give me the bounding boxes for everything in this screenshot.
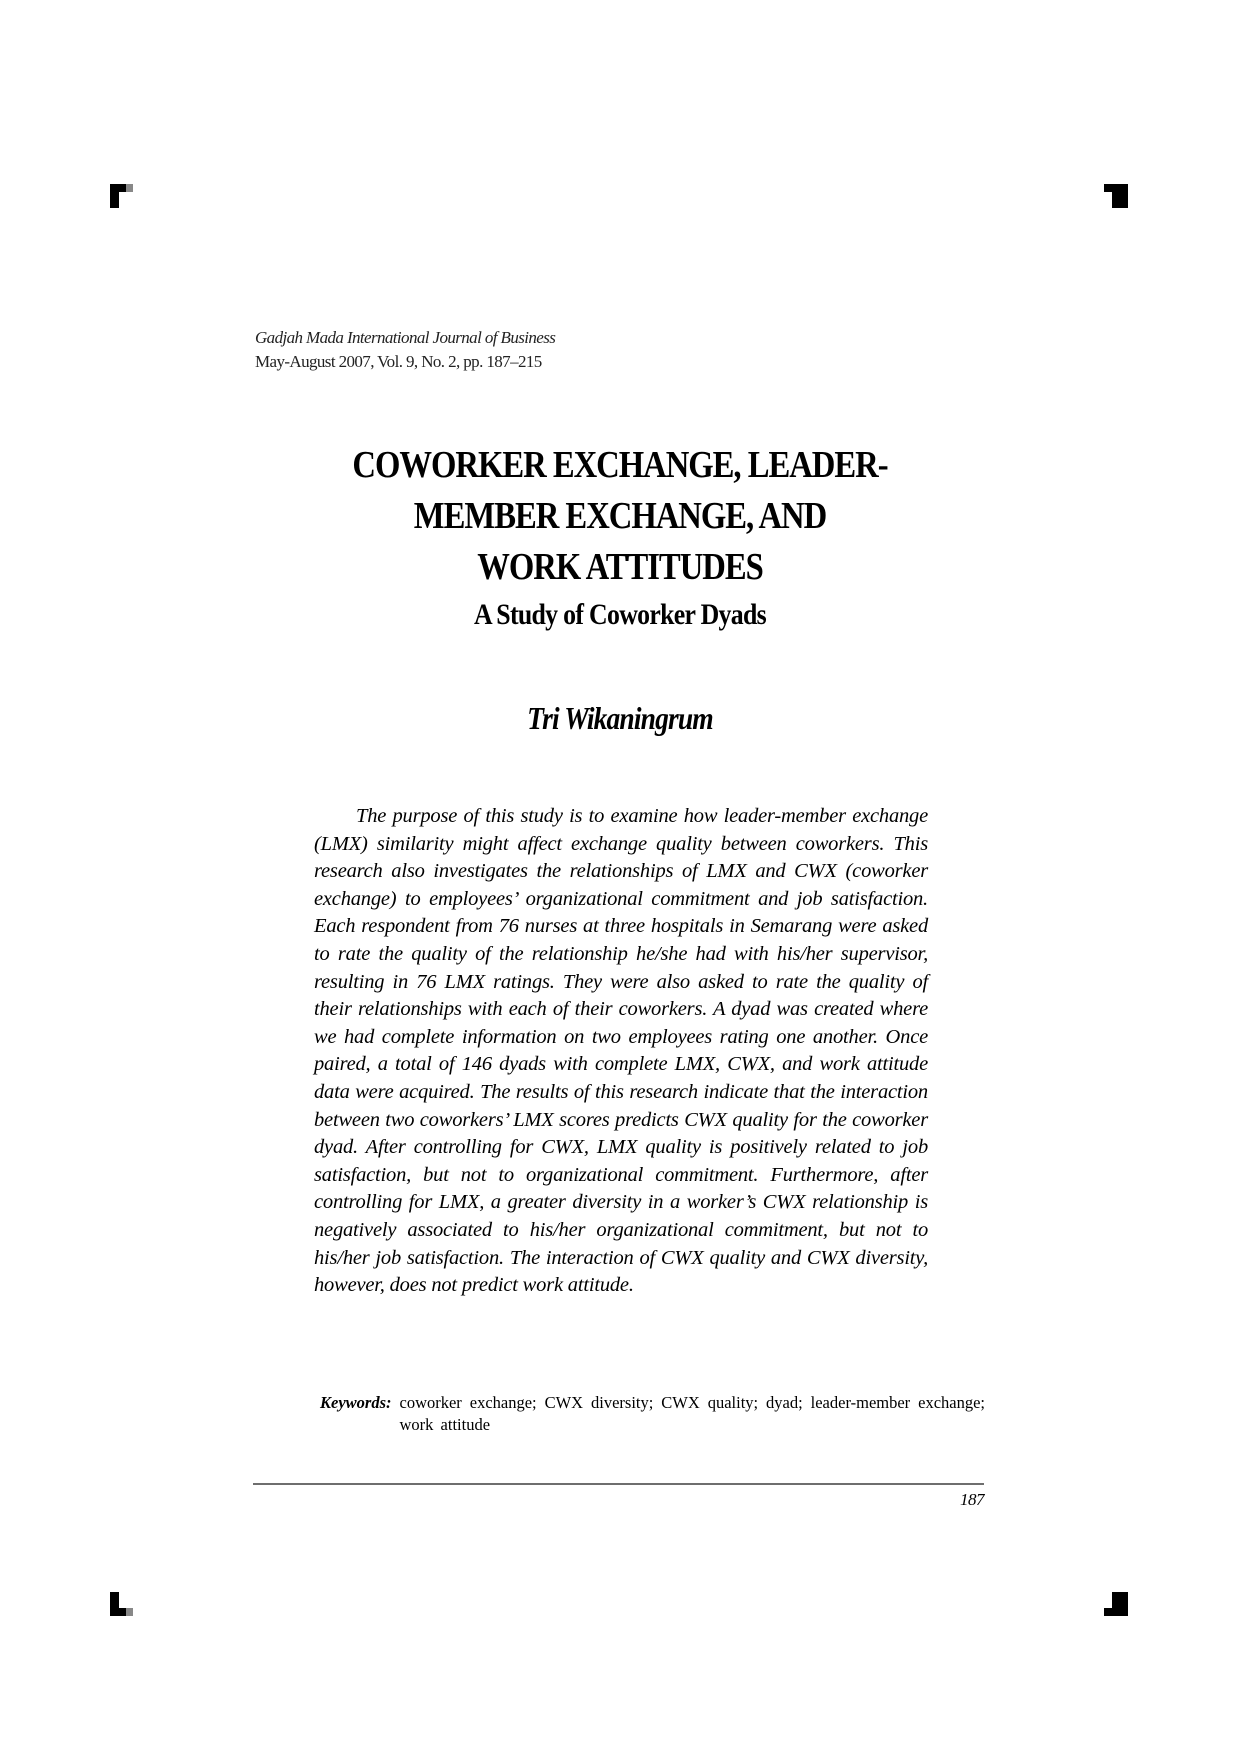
article-title-line-1: COWORKER EXCHANGE, LEADER-: [352, 444, 888, 486]
crop-mark-top-left-icon: [110, 184, 134, 208]
abstract: The purpose of this study is to examine how leader-member exchange (LMX) similarity might affect exchange quality between coworkers. This research also investigates the relationships of LMX and CWX (coworker exchange) to employees’ organizational commitment and job satisfaction. Each respondent from 76 nurses at three hospitals in Semarang were asked to rate the quality of the relationship he/she had with his/her supervisor, resulting in 76 LMX ratings. They were also asked to rate the quality of their relationships with each of their coworkers. A dyad was created where we had complete information on two employees rating one another. Once paired, a total of 146 dyads with complete LMX, CWX, and work attitude data were acquired. The results of this research indicate that the interaction between two coworkers’ LMX scores predicts CWX quality for the coworker dyad. After controlling for CWX, LMX quality is positively related to job satisfaction, but not to organizational commitment. Furthermore, after controlling for LMX, a greater diversity in a worker’s CWX relationship is negatively associated to his/her organizational commitment, but not to his/her job satisfaction. The interaction of CWX quality and CWX diversity, however, does not predict work attitude.: [314, 805, 928, 1297]
author-name: Tri Wikaningrum: [527, 700, 713, 736]
page-number: 187: [960, 1490, 984, 1509]
crop-mark-top-right-icon: [1104, 184, 1128, 208]
crop-mark-bottom-right-icon: [1104, 1592, 1128, 1616]
keywords-list: coworker exchange; CWX diversity; CWX quality; dyad; leader-member exchange; work attitude: [399, 1393, 985, 1434]
journal-header: [255, 326, 555, 374]
article-title-line-3: WORK ATTITUDES: [477, 546, 763, 588]
footer-rule: [253, 1483, 984, 1485]
article-title-line-2: MEMBER EXCHANGE, AND: [413, 495, 827, 537]
journal-issue: May-August 2007, Vol. 9, No. 2, pp. 187–215: [255, 352, 542, 371]
keywords: [320, 1392, 985, 1436]
title-block: [0, 440, 1240, 635]
journal-name: Gadjah Mada International Journal of Business: [255, 328, 556, 347]
keywords-label: Keywords:: [320, 1393, 392, 1412]
crop-mark-bottom-left-icon: [110, 1592, 134, 1616]
article-subtitle: A Study of Coworker Dyads: [474, 598, 766, 631]
